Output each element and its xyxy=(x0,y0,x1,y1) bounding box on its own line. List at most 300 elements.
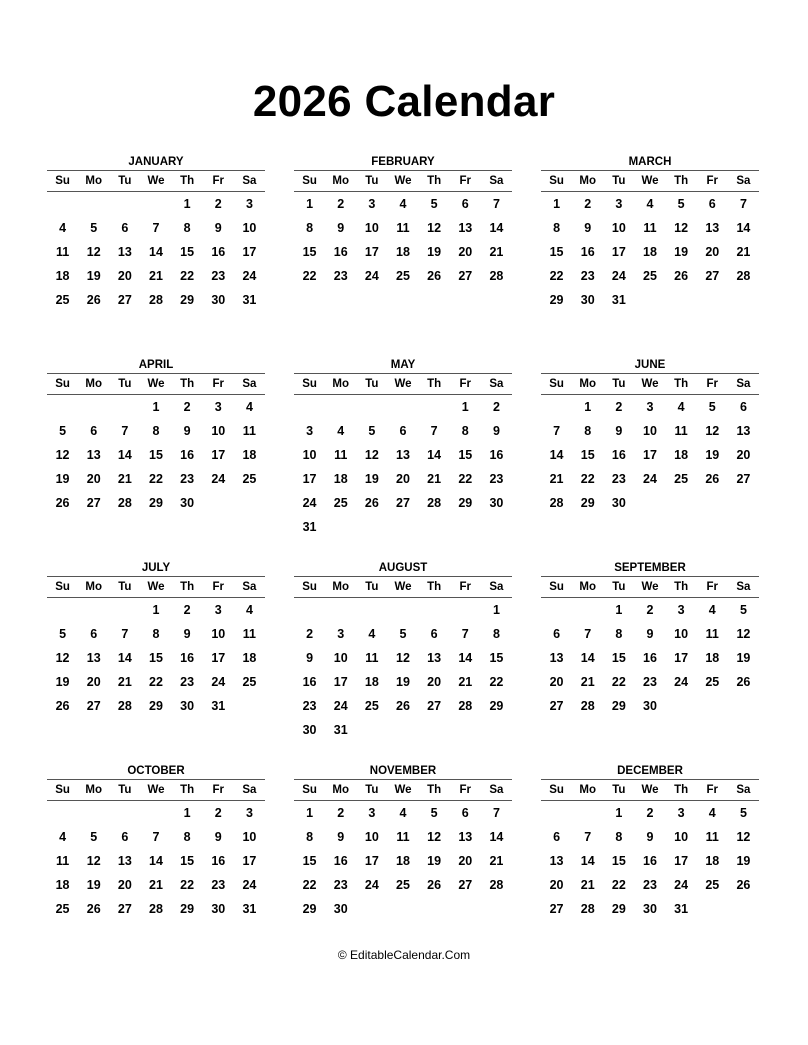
weekday-header xyxy=(294,780,512,801)
day-cell: 27 xyxy=(549,902,564,916)
day-cell: 7 xyxy=(461,627,469,641)
day-cell: 3 xyxy=(368,806,376,820)
weekday-label: Mo xyxy=(85,175,103,187)
day-cell: 13 xyxy=(86,448,101,462)
day-cell: 5 xyxy=(399,627,407,641)
day-cell: 6 xyxy=(90,627,98,641)
day-cell: 8 xyxy=(152,627,160,641)
weekday-label: Su xyxy=(55,175,70,187)
day-cell: 21 xyxy=(149,269,163,283)
month-grid xyxy=(47,152,759,964)
day-cell: 7 xyxy=(430,424,438,438)
day-cell: 21 xyxy=(149,878,163,892)
day-cell: 13 xyxy=(117,854,132,868)
day-cell: 7 xyxy=(492,197,500,211)
empty-day-cell xyxy=(78,801,109,825)
day-cell: 19 xyxy=(736,651,751,665)
day-cell: 1 xyxy=(152,603,160,617)
weekday-label: Su xyxy=(549,175,564,187)
day-cell: 5 xyxy=(739,806,747,820)
day-cell: 4 xyxy=(59,221,67,235)
day-cell: 30 xyxy=(211,293,226,307)
day-cell: 1 xyxy=(615,806,623,820)
empty-day-cell xyxy=(541,598,572,622)
weekday-header xyxy=(294,577,512,598)
day-cell: 31 xyxy=(242,293,257,307)
weekday-header xyxy=(541,374,759,395)
day-cell: 9 xyxy=(615,424,623,438)
day-cell: 31 xyxy=(611,293,626,307)
day-cell: 19 xyxy=(86,878,101,892)
day-cell: 24 xyxy=(211,472,226,486)
day-cell: 17 xyxy=(302,472,317,486)
day-cell: 19 xyxy=(396,675,410,689)
day-cell: 17 xyxy=(242,854,257,868)
day-cell: 30 xyxy=(180,496,195,510)
day-cell: 28 xyxy=(458,699,473,713)
day-cell: 6 xyxy=(553,627,561,641)
weekday-label: Su xyxy=(302,581,317,593)
day-cell: 17 xyxy=(643,448,657,462)
empty-day-cell xyxy=(387,598,418,622)
day-cell: 5 xyxy=(59,627,67,641)
day-cell: 8 xyxy=(615,627,623,641)
day-cell: 10 xyxy=(211,424,226,438)
weekday-label: Sa xyxy=(242,175,257,187)
day-cell: 21 xyxy=(580,878,595,892)
day-cell: 21 xyxy=(489,245,504,259)
page-title: 2026 Calendar xyxy=(252,77,556,126)
day-cell: 16 xyxy=(580,245,595,259)
weekday-label: Th xyxy=(427,378,442,390)
day-cell: 8 xyxy=(492,627,500,641)
weekday-label: Tu xyxy=(118,581,132,593)
empty-day-cell xyxy=(47,192,78,216)
day-cell: 24 xyxy=(364,878,379,892)
day-cell: 12 xyxy=(86,854,101,868)
month-name: JANUARY xyxy=(128,156,184,168)
day-cell: 3 xyxy=(615,197,623,211)
day-cell: 24 xyxy=(302,496,317,510)
day-cell: 16 xyxy=(302,675,317,689)
weekday-label: Tu xyxy=(118,378,132,390)
day-cell: 24 xyxy=(242,269,257,283)
day-cell: 17 xyxy=(242,245,257,259)
month-name: JUNE xyxy=(634,359,666,371)
day-cell: 25 xyxy=(333,496,348,510)
empty-day-cell xyxy=(78,395,109,419)
day-cell: 10 xyxy=(242,830,257,844)
day-cell: 31 xyxy=(333,723,348,737)
day-cell: 26 xyxy=(86,902,101,916)
weekday-label: Th xyxy=(180,581,195,593)
day-cell: 6 xyxy=(553,830,561,844)
day-cell: 27 xyxy=(86,699,101,713)
month-name: OCTOBER xyxy=(127,765,185,777)
day-cell: 28 xyxy=(427,496,442,510)
weekday-label: Sa xyxy=(489,175,504,187)
day-cell: 19 xyxy=(736,854,751,868)
empty-day-cell xyxy=(78,192,109,216)
day-cell: 14 xyxy=(580,854,595,868)
day-cell: 27 xyxy=(427,699,442,713)
day-grid xyxy=(541,801,759,921)
weekday-label: Su xyxy=(549,581,564,593)
month-september xyxy=(541,558,759,761)
day-cell: 10 xyxy=(242,221,257,235)
day-cell: 8 xyxy=(306,830,314,844)
day-cell: 21 xyxy=(458,675,473,689)
day-cell: 9 xyxy=(306,651,314,665)
day-cell: 27 xyxy=(458,269,473,283)
day-cell: 25 xyxy=(242,675,257,689)
day-cell: 27 xyxy=(117,902,132,916)
day-cell: 22 xyxy=(180,878,195,892)
day-cell: 10 xyxy=(611,221,626,235)
empty-day-cell xyxy=(572,598,603,622)
month-october xyxy=(47,761,265,964)
day-cell: 23 xyxy=(333,878,348,892)
weekday-label: Sa xyxy=(489,784,504,796)
day-cell: 16 xyxy=(211,245,226,259)
empty-day-cell xyxy=(356,395,387,419)
day-cell: 29 xyxy=(149,699,163,713)
weekday-label: Tu xyxy=(612,378,626,390)
day-cell: 4 xyxy=(646,197,654,211)
day-cell: 8 xyxy=(553,221,561,235)
weekday-header xyxy=(47,577,265,598)
day-cell: 12 xyxy=(427,830,442,844)
day-cell: 14 xyxy=(580,651,595,665)
day-cell: 13 xyxy=(396,448,410,462)
day-cell: 28 xyxy=(580,699,595,713)
weekday-label: Sa xyxy=(736,378,751,390)
day-cell: 26 xyxy=(705,472,720,486)
day-cell: 26 xyxy=(55,496,70,510)
empty-day-cell xyxy=(109,801,140,825)
day-cell: 25 xyxy=(242,472,257,486)
weekday-label: Tu xyxy=(365,784,379,796)
day-cell: 26 xyxy=(427,878,442,892)
weekday-label: Tu xyxy=(118,784,132,796)
day-cell: 25 xyxy=(364,699,379,713)
day-cell: 7 xyxy=(492,806,500,820)
day-cell: 15 xyxy=(458,448,473,462)
empty-day-cell xyxy=(541,395,572,419)
day-cell: 12 xyxy=(736,627,751,641)
day-cell: 22 xyxy=(302,269,317,283)
weekday-label: We xyxy=(641,175,659,187)
month-august xyxy=(294,558,512,761)
empty-day-cell xyxy=(109,192,140,216)
weekday-label: Su xyxy=(55,378,70,390)
day-cell: 9 xyxy=(646,830,654,844)
day-cell: 7 xyxy=(739,197,747,211)
day-cell: 13 xyxy=(705,221,720,235)
day-cell: 25 xyxy=(55,902,70,916)
day-cell: 20 xyxy=(458,854,473,868)
weekday-label: Su xyxy=(302,784,317,796)
day-cell: 4 xyxy=(399,197,407,211)
day-cell: 3 xyxy=(214,603,222,617)
day-cell: 23 xyxy=(489,472,504,486)
day-cell: 3 xyxy=(368,197,376,211)
weekday-header xyxy=(541,171,759,192)
weekday-label: Fr xyxy=(212,784,225,796)
weekday-label: We xyxy=(147,784,165,796)
day-cell: 21 xyxy=(580,675,595,689)
day-cell: 30 xyxy=(302,723,317,737)
weekday-label: We xyxy=(394,784,412,796)
day-cell: 10 xyxy=(211,627,226,641)
day-cell: 12 xyxy=(86,245,101,259)
day-cell: 14 xyxy=(117,651,132,665)
day-cell: 11 xyxy=(674,424,688,438)
day-cell: 7 xyxy=(121,424,129,438)
empty-day-cell xyxy=(325,395,356,419)
day-cell: 6 xyxy=(739,400,747,414)
day-cell: 23 xyxy=(180,675,195,689)
day-cell: 19 xyxy=(674,245,689,259)
day-cell: 1 xyxy=(553,197,561,211)
day-cell: 27 xyxy=(549,699,564,713)
day-cell: 21 xyxy=(117,472,132,486)
weekday-label: We xyxy=(394,581,412,593)
day-cell: 29 xyxy=(580,496,595,510)
day-cell: 10 xyxy=(674,627,689,641)
day-cell: 13 xyxy=(117,245,132,259)
weekday-label: Fr xyxy=(459,175,472,187)
day-cell: 22 xyxy=(458,472,473,486)
day-cell: 30 xyxy=(211,902,226,916)
day-cell: 26 xyxy=(364,496,379,510)
day-cell: 3 xyxy=(214,400,222,414)
weekday-label: Tu xyxy=(612,784,626,796)
day-cell: 31 xyxy=(211,699,226,713)
empty-day-cell xyxy=(541,801,572,825)
day-cell: 13 xyxy=(86,651,101,665)
day-cell: 11 xyxy=(55,854,70,868)
weekday-label: Su xyxy=(55,581,70,593)
day-cell: 14 xyxy=(149,854,163,868)
day-cell: 26 xyxy=(86,293,101,307)
weekday-label: Th xyxy=(180,175,195,187)
day-cell: 24 xyxy=(333,699,348,713)
day-cell: 25 xyxy=(643,269,657,283)
month-july xyxy=(47,558,265,761)
day-cell: 18 xyxy=(55,269,70,283)
day-cell: 8 xyxy=(461,424,469,438)
day-cell: 9 xyxy=(646,627,654,641)
day-cell: 6 xyxy=(430,627,438,641)
month-name: MARCH xyxy=(628,156,672,168)
weekday-label: Sa xyxy=(489,581,504,593)
weekday-label: Mo xyxy=(332,175,350,187)
empty-day-cell xyxy=(47,801,78,825)
month-june xyxy=(541,355,759,558)
weekday-label: We xyxy=(641,581,659,593)
empty-day-cell xyxy=(47,598,78,622)
day-cell: 12 xyxy=(736,830,751,844)
weekday-label: We xyxy=(641,784,659,796)
day-cell: 4 xyxy=(245,400,253,414)
day-cell: 3 xyxy=(245,197,253,211)
day-cell: 23 xyxy=(643,675,657,689)
day-cell: 18 xyxy=(674,448,689,462)
day-cell: 20 xyxy=(86,472,101,486)
day-cell: 13 xyxy=(458,830,473,844)
weekday-label: Th xyxy=(674,581,689,593)
weekday-label: Th xyxy=(180,378,195,390)
empty-day-cell xyxy=(450,598,481,622)
weekday-label: Sa xyxy=(242,784,257,796)
day-cell: 10 xyxy=(302,448,317,462)
day-cell: 19 xyxy=(55,472,70,486)
day-cell: 23 xyxy=(611,472,626,486)
weekday-label: Fr xyxy=(706,784,719,796)
day-cell: 25 xyxy=(396,269,410,283)
day-cell: 27 xyxy=(117,293,132,307)
day-cell: 5 xyxy=(739,603,747,617)
day-cell: 1 xyxy=(152,400,160,414)
day-cell: 1 xyxy=(461,400,469,414)
day-cell: 14 xyxy=(427,448,442,462)
day-cell: 18 xyxy=(643,245,657,259)
day-grid xyxy=(541,395,759,515)
day-cell: 21 xyxy=(489,854,504,868)
day-cell: 2 xyxy=(214,197,222,211)
day-cell: 1 xyxy=(306,806,314,820)
day-cell: 12 xyxy=(427,221,442,235)
weekday-label: Tu xyxy=(612,175,626,187)
day-cell: 16 xyxy=(333,854,348,868)
day-cell: 6 xyxy=(461,197,469,211)
day-cell: 24 xyxy=(643,472,657,486)
day-cell: 23 xyxy=(211,269,226,283)
day-cell: 18 xyxy=(333,472,348,486)
day-cell: 31 xyxy=(302,520,317,534)
day-cell: 12 xyxy=(674,221,689,235)
day-cell: 20 xyxy=(117,878,132,892)
weekday-label: Fr xyxy=(212,175,225,187)
empty-day-cell xyxy=(356,598,387,622)
empty-day-cell xyxy=(47,395,78,419)
month-december xyxy=(541,761,759,964)
day-cell: 10 xyxy=(674,830,689,844)
day-cell: 6 xyxy=(708,197,716,211)
day-cell: 11 xyxy=(643,221,657,235)
day-cell: 2 xyxy=(646,806,654,820)
day-cell: 14 xyxy=(736,221,751,235)
day-cell: 15 xyxy=(611,651,626,665)
day-cell: 11 xyxy=(242,627,257,641)
day-cell: 25 xyxy=(55,293,70,307)
day-cell: 24 xyxy=(611,269,626,283)
day-cell: 2 xyxy=(183,603,191,617)
empty-day-cell xyxy=(78,598,109,622)
weekday-label: Fr xyxy=(212,378,225,390)
day-cell: 20 xyxy=(458,245,473,259)
day-cell: 5 xyxy=(430,197,438,211)
day-cell: 28 xyxy=(580,902,595,916)
day-cell: 16 xyxy=(643,854,657,868)
day-cell: 30 xyxy=(643,699,657,713)
weekday-header xyxy=(47,780,265,801)
day-cell: 15 xyxy=(149,651,163,665)
day-cell: 23 xyxy=(643,878,657,892)
day-cell: 5 xyxy=(430,806,438,820)
day-cell: 21 xyxy=(117,675,132,689)
weekday-label: We xyxy=(147,581,165,593)
day-cell: 25 xyxy=(705,675,720,689)
day-cell: 26 xyxy=(674,269,689,283)
day-cell: 12 xyxy=(55,448,70,462)
day-grid xyxy=(47,192,265,312)
day-cell: 27 xyxy=(86,496,101,510)
empty-day-cell xyxy=(572,801,603,825)
day-cell: 12 xyxy=(705,424,720,438)
month-name: DECEMBER xyxy=(617,765,683,777)
weekday-label: Tu xyxy=(365,378,379,390)
day-cell: 16 xyxy=(643,651,657,665)
day-cell: 10 xyxy=(364,830,379,844)
day-cell: 28 xyxy=(117,699,132,713)
day-cell: 9 xyxy=(214,221,222,235)
day-cell: 13 xyxy=(736,424,751,438)
day-cell: 9 xyxy=(492,424,500,438)
weekday-label: Tu xyxy=(365,175,379,187)
month-april xyxy=(47,355,265,558)
day-cell: 11 xyxy=(705,627,719,641)
day-cell: 2 xyxy=(646,603,654,617)
day-cell: 19 xyxy=(705,448,720,462)
day-cell: 12 xyxy=(55,651,70,665)
day-cell: 11 xyxy=(242,424,257,438)
weekday-header xyxy=(294,374,512,395)
day-cell: 22 xyxy=(611,878,626,892)
day-cell: 4 xyxy=(677,400,685,414)
day-cell: 27 xyxy=(396,496,410,510)
weekday-label: Th xyxy=(674,378,689,390)
day-cell: 17 xyxy=(333,675,348,689)
day-cell: 9 xyxy=(584,221,592,235)
day-cell: 21 xyxy=(736,245,751,259)
weekday-label: We xyxy=(147,378,165,390)
day-cell: 14 xyxy=(489,830,504,844)
day-cell: 9 xyxy=(183,627,191,641)
day-cell: 28 xyxy=(149,902,163,916)
day-cell: 23 xyxy=(333,269,348,283)
day-cell: 28 xyxy=(489,269,504,283)
month-name: MAY xyxy=(390,359,416,371)
weekday-label: Sa xyxy=(242,581,257,593)
day-grid xyxy=(47,395,265,515)
day-cell: 18 xyxy=(705,651,720,665)
weekday-label: Su xyxy=(549,378,564,390)
weekday-label: Mo xyxy=(579,378,597,390)
day-cell: 8 xyxy=(183,221,191,235)
weekday-label: Mo xyxy=(332,784,350,796)
empty-day-cell xyxy=(294,395,325,419)
day-cell: 6 xyxy=(121,830,129,844)
empty-day-cell xyxy=(140,801,171,825)
day-cell: 20 xyxy=(736,448,751,462)
day-cell: 21 xyxy=(549,472,564,486)
day-grid xyxy=(294,192,512,288)
day-grid xyxy=(294,801,512,921)
day-cell: 1 xyxy=(615,603,623,617)
day-cell: 8 xyxy=(183,830,191,844)
